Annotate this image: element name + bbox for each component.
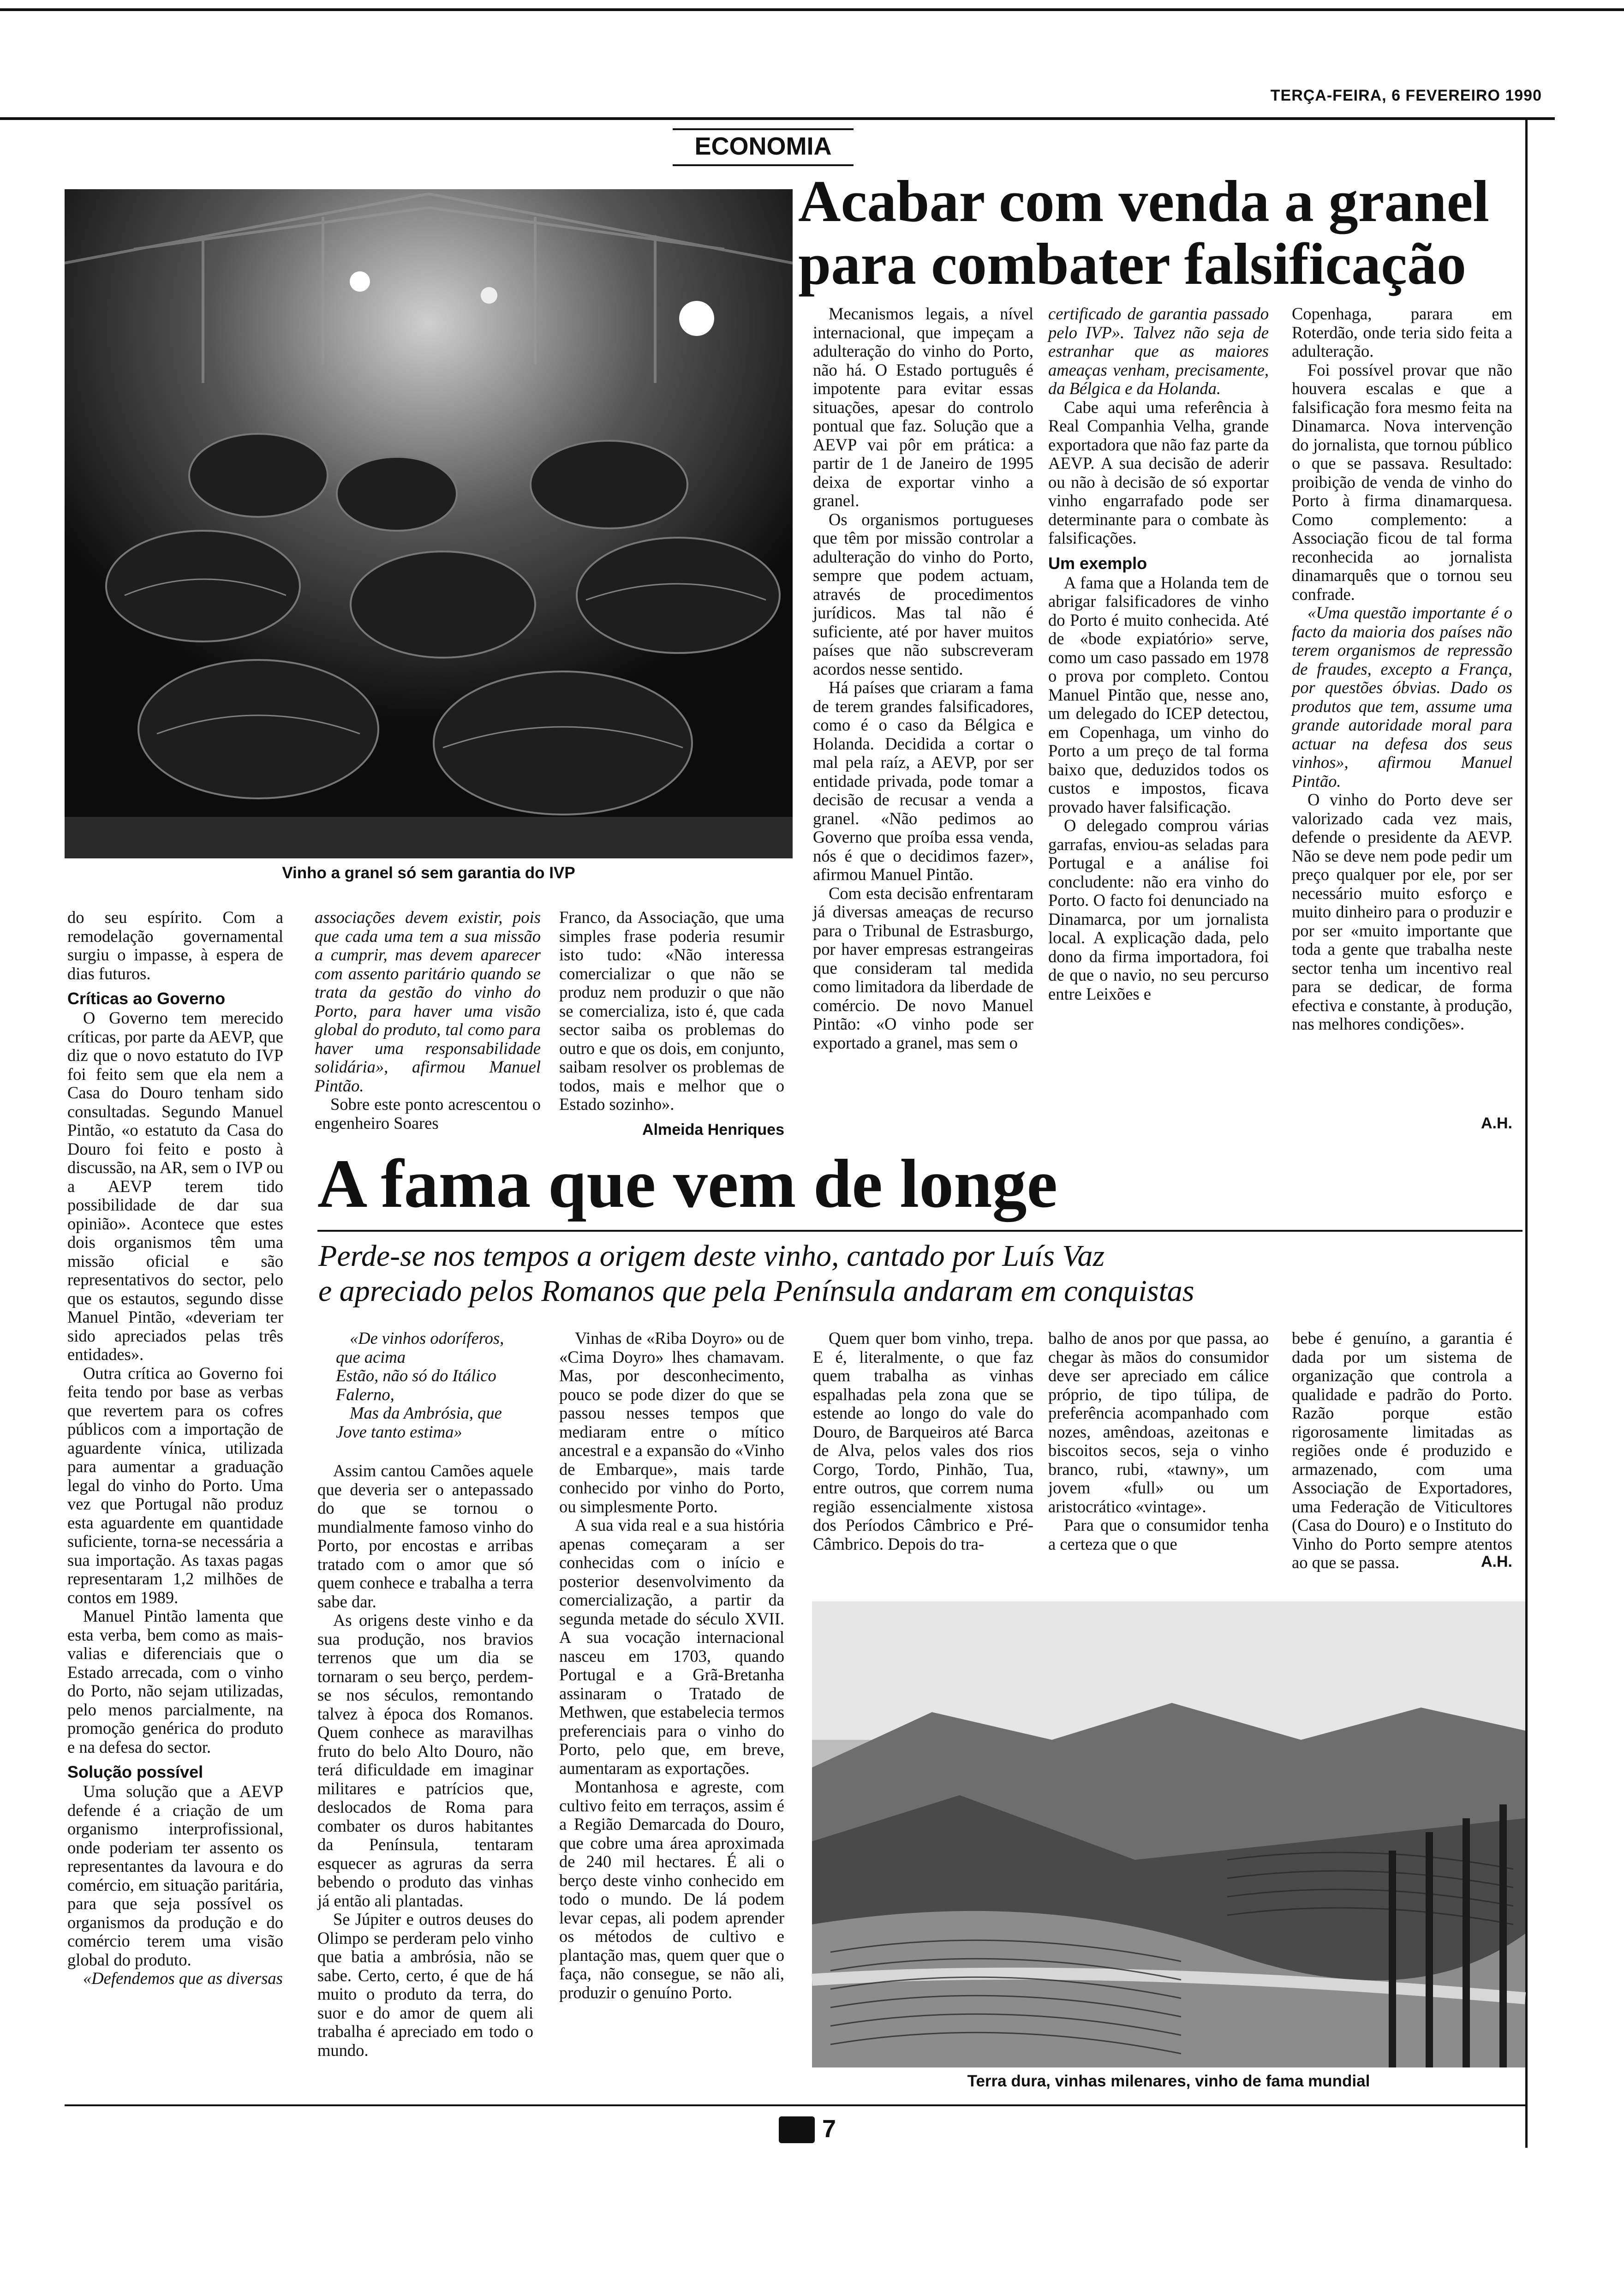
paragraph: Uma solução que a AEVP defende é a criação de um organismo interprofissional, onde poderiam ter assento os representantes da lavoura e do comércio, em situação paritária, para que seja possível os organismos da produção e do comércio terem uma visão global do produto.	[67, 1782, 283, 1969]
footer-logo	[779, 2116, 815, 2143]
right-margin-rule	[1525, 117, 1528, 2148]
article1-column-2	[315, 908, 541, 1143]
paragraph: Assim cantou Camões aquele que deveria ser o antepassado do que se tornou o mundialmente famoso vinho do Porto, por encostas e arribas tratado com o amor que só quem conhece e trabalha a terra sabe dar.	[317, 1461, 533, 1611]
poem-quote	[317, 1329, 533, 1441]
issue-date: TERÇA-FEIRA, 6 FEVEREIRO 1990	[1270, 87, 1542, 104]
paragraph: Copenhaga, parara em Roterdão, onde teria sido feita a adulteração.	[1292, 304, 1512, 360]
section-rule-bottom	[673, 164, 854, 166]
article1-column-1	[67, 908, 283, 2117]
paragraph: Outra crítica ao Governo foi feita tendo por base as verbas que revertem para os cofres públicos com a importação de aguardente vínica, utilizada para aumentar a graduação legal do vinho do Porto. Uma vez que Portugal não produz esta aguardente em quantidade suficiente, torna-se necessária a sua importação. As taxas pagas representaram 1,2 milhões de contos em 1989.	[67, 1363, 283, 1607]
article1-column-3	[559, 908, 784, 1121]
poem-line: Estão, não só do Itálico	[336, 1366, 496, 1385]
paragraph: Para que o consumidor tenha a certeza que o que	[1048, 1516, 1269, 1553]
article1-column-6	[1292, 305, 1512, 1112]
paragraph: certificado de garantia passado pelo IVP». Talvez não seja de estranhar que as maiores ameaças venham, precisamente, da Bélgica e da Holanda.	[1048, 304, 1269, 398]
article2-headline: A fama que vem de longe	[317, 1145, 1058, 1222]
cellar-photo	[65, 189, 793, 858]
footer-rule	[65, 2104, 1527, 2106]
top-rule	[0, 8, 1624, 11]
article2-initials: A.H.	[1481, 1553, 1512, 1570]
article2-column-a	[317, 1329, 533, 2109]
paragraph: As origens deste vinho e da sua produção, nos bravios terrenos que um dia se tornaram o seu berço, perdem-se nos séculos, remontando talvez à época dos Romanos. Quem conhece as maravilhas fruto do belo Alto Douro, não terá dificuldade em imaginar militares e patrícios que, deslocados de Roma para combater os duros habitantes da Península, tentaram esquecer as agruras da serra bebendo o produto das vinhas já então ali plantadas.	[317, 1611, 533, 1910]
paragraph: Com esta decisão enfrentaram já diversas ameaças de recurso para o Tribunal de Estrasburgo, por haver empresas estrangeiras que consideram tal medida como limitadora da liberdade de comércio. De novo Manuel Pintão: «O vinho pode ser exportado a granel, mas sem o	[813, 883, 1033, 1052]
paragraph: Há países que criaram a fama de terem grandes falsificadores, como é o caso da Bélgica e Holanda. Decidida a cortar o mal pela raíz, a AEVP, por ser entidade privada, pode tomar a decisão de recusar a venda a granel. «Não pedimos ao Governo que proíba essa venda, nós é que o decidimos fazer», afirmou Manuel Pintão.	[813, 678, 1033, 884]
paragraph: Foi possível provar que não houvera escalas e que a falsificação fora mesmo feita na Dinamarca. Nova intervenção do jornalista, que tornou público o que se passava. Resultado: proibição de venda de vinho do Porto à firma dinamarquesa. Como complemento: a Associação ficou de tal forma reconhecida ao jornalista dinamarquês que o tornou seu confrade.	[1292, 360, 1512, 604]
article1-headline	[798, 168, 1489, 297]
paragraph: A fama que a Holanda tem de abrigar falsificadores de vinho do Porto é muito conhecida. Até de «bode expiatório» serve, como um caso passado em 1978 o prova por completo. Contou Manuel Pintão que, nesse ano, um delegado do ICEP detectou, em Copenhaga, um vinho do Porto a um preço de tal forma baixo que, deduzidos todos os custos e impostos, ficava provado haver falsificação.	[1048, 573, 1269, 816]
vineyard-photo	[812, 1601, 1525, 2067]
paragraph: Cabe aqui uma referência à Real Companhia Velha, grande exportadora que não faz parte da AEVP. A sua decisão de aderir ou não à decisão de só exportar vinho engarrafado pode ser determinante para o combate às falsificações.	[1048, 397, 1269, 547]
article2-deck	[318, 1239, 1518, 1309]
paragraph: Montanhosa e agreste, com cultivo feito em terraços, assim é a Região Demarcada do Douro, que cobre uma área aproximada de 240 mil hectares. É ali o berço deste vinho conhecido em todo o mundo. De lá podem levar cepas, ali podem aprender os métodos de cultivo e plantação mas, quem quer que o faça, não consegue, se não ali, produzir o genuíno Porto.	[559, 1777, 784, 2002]
paragraph: A sua vida real e a sua história apenas começaram a ser conhecidas com o início e posterior desenvolvimento da comercialização, a partir da segunda metade do século XVII. A sua vocação internacional nasceu em 1703, quando Portugal e a Grã-Bretanha assinaram o Tratado de Methwen, que estabelecia termos preferenciais para o vinho do Porto, pelo que, em breve, aumentaram as exportações.	[559, 1516, 784, 1778]
subheading-exemplo: Um exemplo	[1048, 553, 1147, 573]
paragraph: «Defendemos que as diversas	[83, 1969, 283, 1988]
poem-line: Jove tanto estima»	[336, 1422, 462, 1441]
paragraph: do seu espírito. Com a remodelação governamental surgiu o impasse, à espera de dias futuros.	[67, 908, 283, 983]
paragraph: «Uma questão importante é o facto da maioria dos países não terem organismos de repressão de fraudes, excepto a França, por questões óbvias. Dado os produtos que tem, assume uma grande autoridade moral para actuar na defesa dos seus vinhos», afirmou Manuel Pintão.	[1292, 603, 1512, 791]
paragraph: Sobre este ponto acrescentou o engenheiro Soares	[315, 1095, 541, 1133]
poem-line: Falerno,	[336, 1384, 394, 1404]
paragraph: Mecanismos legais, a nível internacional, que impeçam a adulteração do vinho do Porto, não há. O Estado português é impotente para evitar essas situações, apesar do controlo pontual que faz. Solução que a AEVP vai pôr em prática: a partir de 1 de Janeiro de 1995 deixa de exportar vinho a granel.	[813, 304, 1033, 510]
paragraph: O delegado comprou várias garrafas, enviou-as seladas para Portugal e a análise foi concludente: não era vinho do Porto. O facto foi denunciado na Dinamarca, por um jornalista local. A explicação dada, pelo dono da firma importadora, foi de que o navio, no seu percurso entre Leixões e	[1048, 816, 1269, 1003]
paragraph: Franco, da Associação, que uma simples frase poderia resumir isto tudo: «Não interessa comercializar o que não se produz nem produzir o que não se comercializa, isto é, que cada sector saiba os problemas do outro e que os dois, em conjunto, saibam resolver os problemas de todos, mais e melhor que o Estado sozinho».	[559, 908, 784, 1114]
poem-line: Mas da Ambrósia, que	[350, 1403, 502, 1422]
subheading-criticas: Críticas ao Governo	[67, 989, 226, 1008]
paragraph: balho de anos por que passa, ao chegar às mãos do consumidor deve ser apreciado em cálice próprio, de tipo túlipa, de preferência acompanhado com nozes, amêndoas, azeitonas e biscoitos secos, seja o vinho branco, rubi, «tawny», um jovem «full» ou um aristocrático «vintage».	[1048, 1329, 1269, 1516]
poem-line: «De vinhos odoríferos,	[350, 1329, 504, 1348]
paragraph: O Governo tem merecido críticas, por parte da AEVP, que diz que o novo estatuto do IVP foi feito sem que ela nem a Casa do Douro tenham sido consultadas. Segundo Manuel Pintão, «o estatuto da Casa do Douro foi feito e posto à discussão, na AR, sem o IVP ou a AEVP terem tido possibilidade de dar sua opinião». Acontece que estes dois organismos têm uma missão oficial e são representativos do sector, pelo que os estautos, segundo disse Manuel Pintão, «deveriam ter sido apreciados pelas três entidades».	[67, 1008, 283, 1364]
article1-column-5	[1048, 305, 1269, 1144]
paragraph: Quem quer bom vinho, trepa. E é, literalmente, o que faz quem trabalha as vinhas espalhadas pela zona que se estende ao longo do vale do Douro, de Barqueiros até Barca de Alva, pelos vales dos rios Corgo, Tordo, Pinhão, Tua, entre outros, que correm numa região essencialmente xistosa dos Períodos Câmbrico e Pré-Câmbrico. Depois do tra-	[813, 1329, 1033, 1553]
section-rule-top	[673, 128, 854, 130]
subheading-solucao: Solução possível	[67, 1762, 203, 1781]
deck-line-1: Perde-se nos tempos a origem deste vinho, cantado por Luís Vaz	[318, 1239, 1105, 1273]
article2-column-d	[1048, 1329, 1269, 1578]
paragraph: bebe é genuíno, a garantia é dada por um sistema de organização que controla a qualidade e padrão do Porto. Razão porque estão rigorosamente limitadas as regiões onde é produzido e armazenado, com uma Associação de Exportadores, uma Federação de Viticultores (Casa do Douro) e o Instituto do Vinho do Porto sempre atentos ao que se passa.	[1292, 1329, 1512, 1572]
paragraph: Manuel Pintão lamenta que esta verba, bem como as mais-valias e diferenciais que o Estado arrecada, com o vinho do Porto, não sejam utilizadas, pelo menos parcialmente, na promoção genérica do produto e na defesa do sector.	[67, 1606, 283, 1756]
cellar-photo-caption: Vinho a granel só sem garantia do IVP	[282, 864, 575, 882]
deck-line-2: e apreciado pelos Romanos que pela Península andaram em conquistas	[318, 1274, 1194, 1308]
paragraph: O vinho do Porto deve ser valorizado cada vez mais, defende o presidente da AEVP. Não se deve nem pode pedir um preço qualquer por ele, por ser necessário muito esforço e muito dinheiro para o produzir e por ser «muito importante que toda a gente que trabalha neste sector tenha um incentivo real para se dedicar, de forma efectiva e constante, à produção, nas melhores condições».	[1292, 790, 1512, 1033]
vineyard-photo-caption: Terra dura, vinhas milenares, vinho de fama mundial	[967, 2072, 1370, 2090]
page-number: 7	[822, 2115, 836, 2143]
deck-rule	[317, 1230, 1522, 1232]
header-rule	[0, 117, 1555, 120]
headline-line-2: para combater falsificação	[798, 231, 1466, 297]
paragraph: Se Júpiter e outros deuses do Olimpo se perderam pelo vinho que batia a ambrósia, não se sabe. Certo, certo, é que de há muito o produto da terra, do suor e do amor de quem ali trabalha é apreciado em todo o mundo.	[317, 1910, 533, 2060]
paragraph: associações devem existir, pois que cada uma tem a sua missão a cumprir, mas devem aparecer com assento paritário quando se trata da gestão do vinho do Porto, para haver uma visão global do produto, tal como para haver uma responsabilidade solidária», afirmou Manuel Pintão.	[315, 908, 541, 1095]
section-label: ECONOMIA	[694, 132, 832, 160]
article2-column-c	[813, 1329, 1033, 1578]
article1-column-4	[813, 305, 1033, 1144]
author-byline: Almeida Henriques	[642, 1121, 784, 1139]
paragraph: Os organismos portugueses que têm por missão controlar a adulteração do vinho do Porto, sempre que podem actuam, através de procedimentos jurídicos. Mas tal não é suficiente, até por haver muitos países que não subscreveram acordos nesse sentido.	[813, 509, 1033, 678]
poem-line: que acima	[336, 1347, 406, 1366]
vineyard-illustration	[812, 1601, 1525, 2067]
cellar-illustration	[65, 189, 793, 858]
article2-column-b	[559, 1329, 784, 2109]
article1-initials: A.H.	[1481, 1115, 1512, 1132]
headline-line-1: Acabar com venda a granel	[798, 168, 1489, 234]
paragraph: Vinhas de «Riba Doyro» ou de «Cima Doyro» lhes chamavam. Mas, por desconhecimento, pouco se pode dizer do que se passou nesses tempos que mediaram entre o mítico ancestral e a expansão do «Vinho de Embarque», mais tarde conhecido por vinho do Porto, ou simplesmente Porto.	[559, 1329, 784, 1516]
